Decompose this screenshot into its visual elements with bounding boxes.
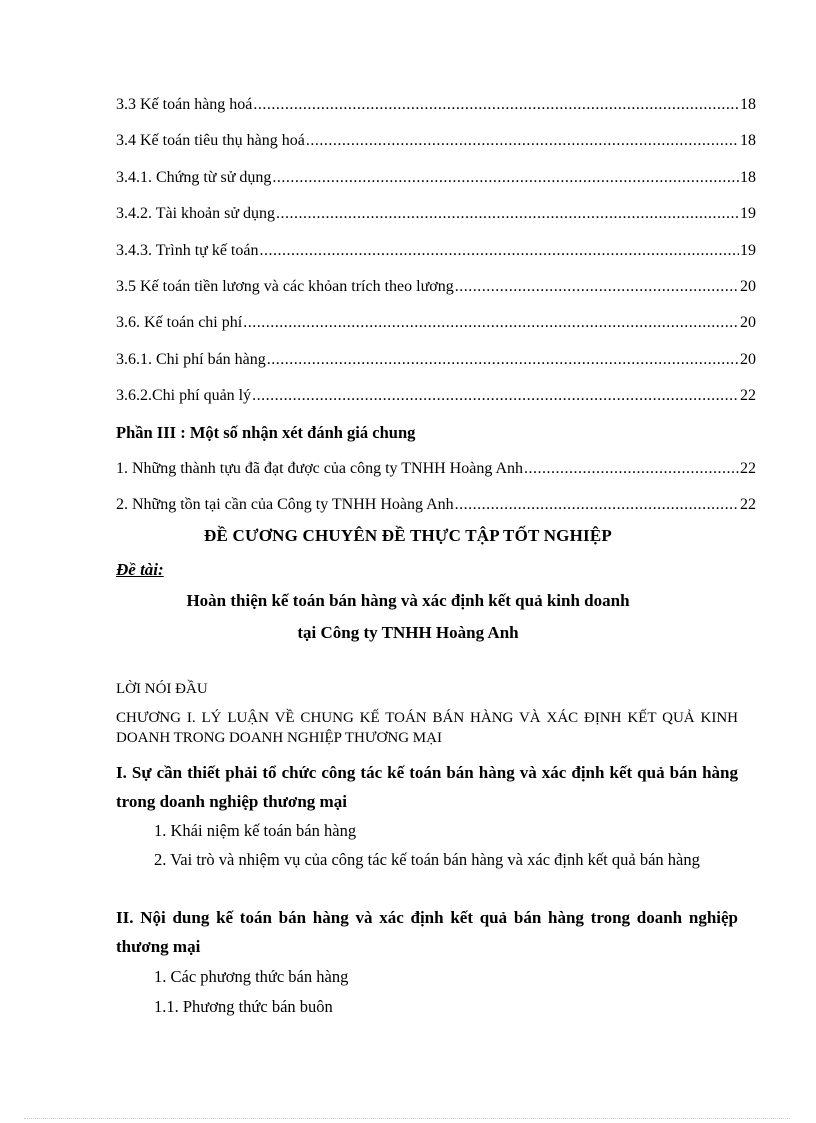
chapter-heading: CHƯƠNG I. LÝ LUẬN VỀ CHUNG KẾ TOÁN BÁN HÀNG VÀ XÁC ĐỊNH KẾT QUẢ KINH DOANH TRONG DOANH NGHIỆP THƯƠNG MẠI: [116, 710, 738, 746]
toc-leader-dots: [306, 131, 739, 151]
outline-item: 1.1. Phương thức bán buôn: [154, 997, 333, 1016]
toc-leader-dots: [243, 313, 739, 333]
toc-leader-dots: [276, 204, 739, 224]
toc-entry: [116, 204, 756, 240]
toc-leader-dots: [272, 168, 739, 188]
toc-entry-label: 3.4.1. Chứng từ sử dụng: [116, 168, 272, 186]
toc-entry: [116, 131, 756, 167]
toc-page-number: 20: [740, 314, 756, 332]
toc-leader-dots: [455, 277, 739, 297]
toc-leader-dots: [259, 241, 739, 261]
toc-entry-label: 3.4 Kế toán tiêu thụ hàng hoá: [116, 132, 305, 150]
toc-page-number: 18: [740, 168, 756, 186]
toc-entry-label: 3.3 Kế toán hàng hoá: [116, 96, 253, 113]
table-of-contents: [116, 95, 756, 532]
preface-heading: LỜI NÓI ĐẦU: [116, 681, 208, 697]
section-heading: II. Nội dung kế toán bán hàng và xác định kết quả bán hàng trong doanh nghiệp thương mại: [116, 908, 738, 956]
toc-page-number: 22: [740, 387, 756, 405]
toc-entry-label: 3.5 Kế toán tiền lương và các khỏan trích theo lương: [116, 277, 454, 295]
toc-leader-dots: [524, 459, 739, 479]
toc-page-number: 20: [740, 277, 756, 295]
outline-item: 2. Vai trò và nhiệm vụ của công tác kế toán bán hàng và xác định kết quả bán hàng: [154, 850, 700, 869]
toc-entry-label: 3.4.3. Trình tự kế toán: [116, 241, 259, 259]
toc-leader-dots: [253, 95, 739, 115]
toc-leader-dots: [252, 386, 739, 406]
toc-page-number: 18: [740, 96, 756, 113]
toc-page-number: 18: [740, 132, 756, 150]
toc-entry: [116, 386, 756, 422]
toc-entry-label: 2. Những tồn tại cần của Công ty TNHH Hoàng Anh: [116, 496, 454, 514]
outline-item: 1. Các phương thức bán hàng: [154, 967, 349, 986]
section-heading: I. Sự cần thiết phải tổ chức công tác kế toán bán hàng và xác định kết quả bán hàng trong doanh nghiệp thương mại: [116, 763, 738, 811]
outline-item: 1. Khái niệm kế toán bán hàng: [154, 821, 357, 840]
toc-entry: [116, 168, 756, 204]
toc-page-number: 19: [740, 205, 756, 223]
toc-page-number: 22: [740, 496, 756, 514]
toc-page-number: 22: [740, 459, 756, 477]
toc-entry: [116, 313, 756, 349]
toc-entry: [116, 350, 756, 386]
toc-leader-dots: [267, 350, 739, 370]
toc-entry-label: 3.4.2. Tài khoản sử dụng: [116, 205, 276, 223]
topic-title-line-2: tại Công ty TNHH Hoàng Anh: [297, 623, 519, 642]
toc-leader-dots: [455, 495, 739, 515]
toc-part-heading: Phần III : Một số nhận xét đánh giá chung: [116, 422, 416, 442]
toc-entry: [116, 277, 756, 313]
toc-entry: [116, 95, 756, 131]
toc-entry-label: 3.6.2.Chi phí quản lý: [116, 387, 252, 405]
outline-title: ĐỀ CƯƠNG CHUYÊN ĐỀ THỰC TẬP TỐT NGHIỆP: [204, 526, 612, 545]
page-bottom-border: [24, 1118, 790, 1119]
toc-entry: [116, 459, 756, 495]
toc-entry-label: 1. Những thành tựu đã đạt được của công ty TNHH Hoàng Anh: [116, 459, 523, 477]
topic-title-line-1: Hoàn thiện kế toán bán hàng và xác định kết quả kinh doanh: [186, 591, 630, 610]
toc-entry-label: 3.6.1. Chi phí bán hàng: [116, 350, 266, 368]
toc-entry-label: 3.6. Kế toán chi phí: [116, 314, 243, 332]
toc-entry: [116, 241, 756, 277]
toc-page-number: 19: [740, 241, 756, 259]
toc-page-number: 20: [740, 350, 756, 368]
topic-label: Đề tài:: [116, 560, 164, 579]
